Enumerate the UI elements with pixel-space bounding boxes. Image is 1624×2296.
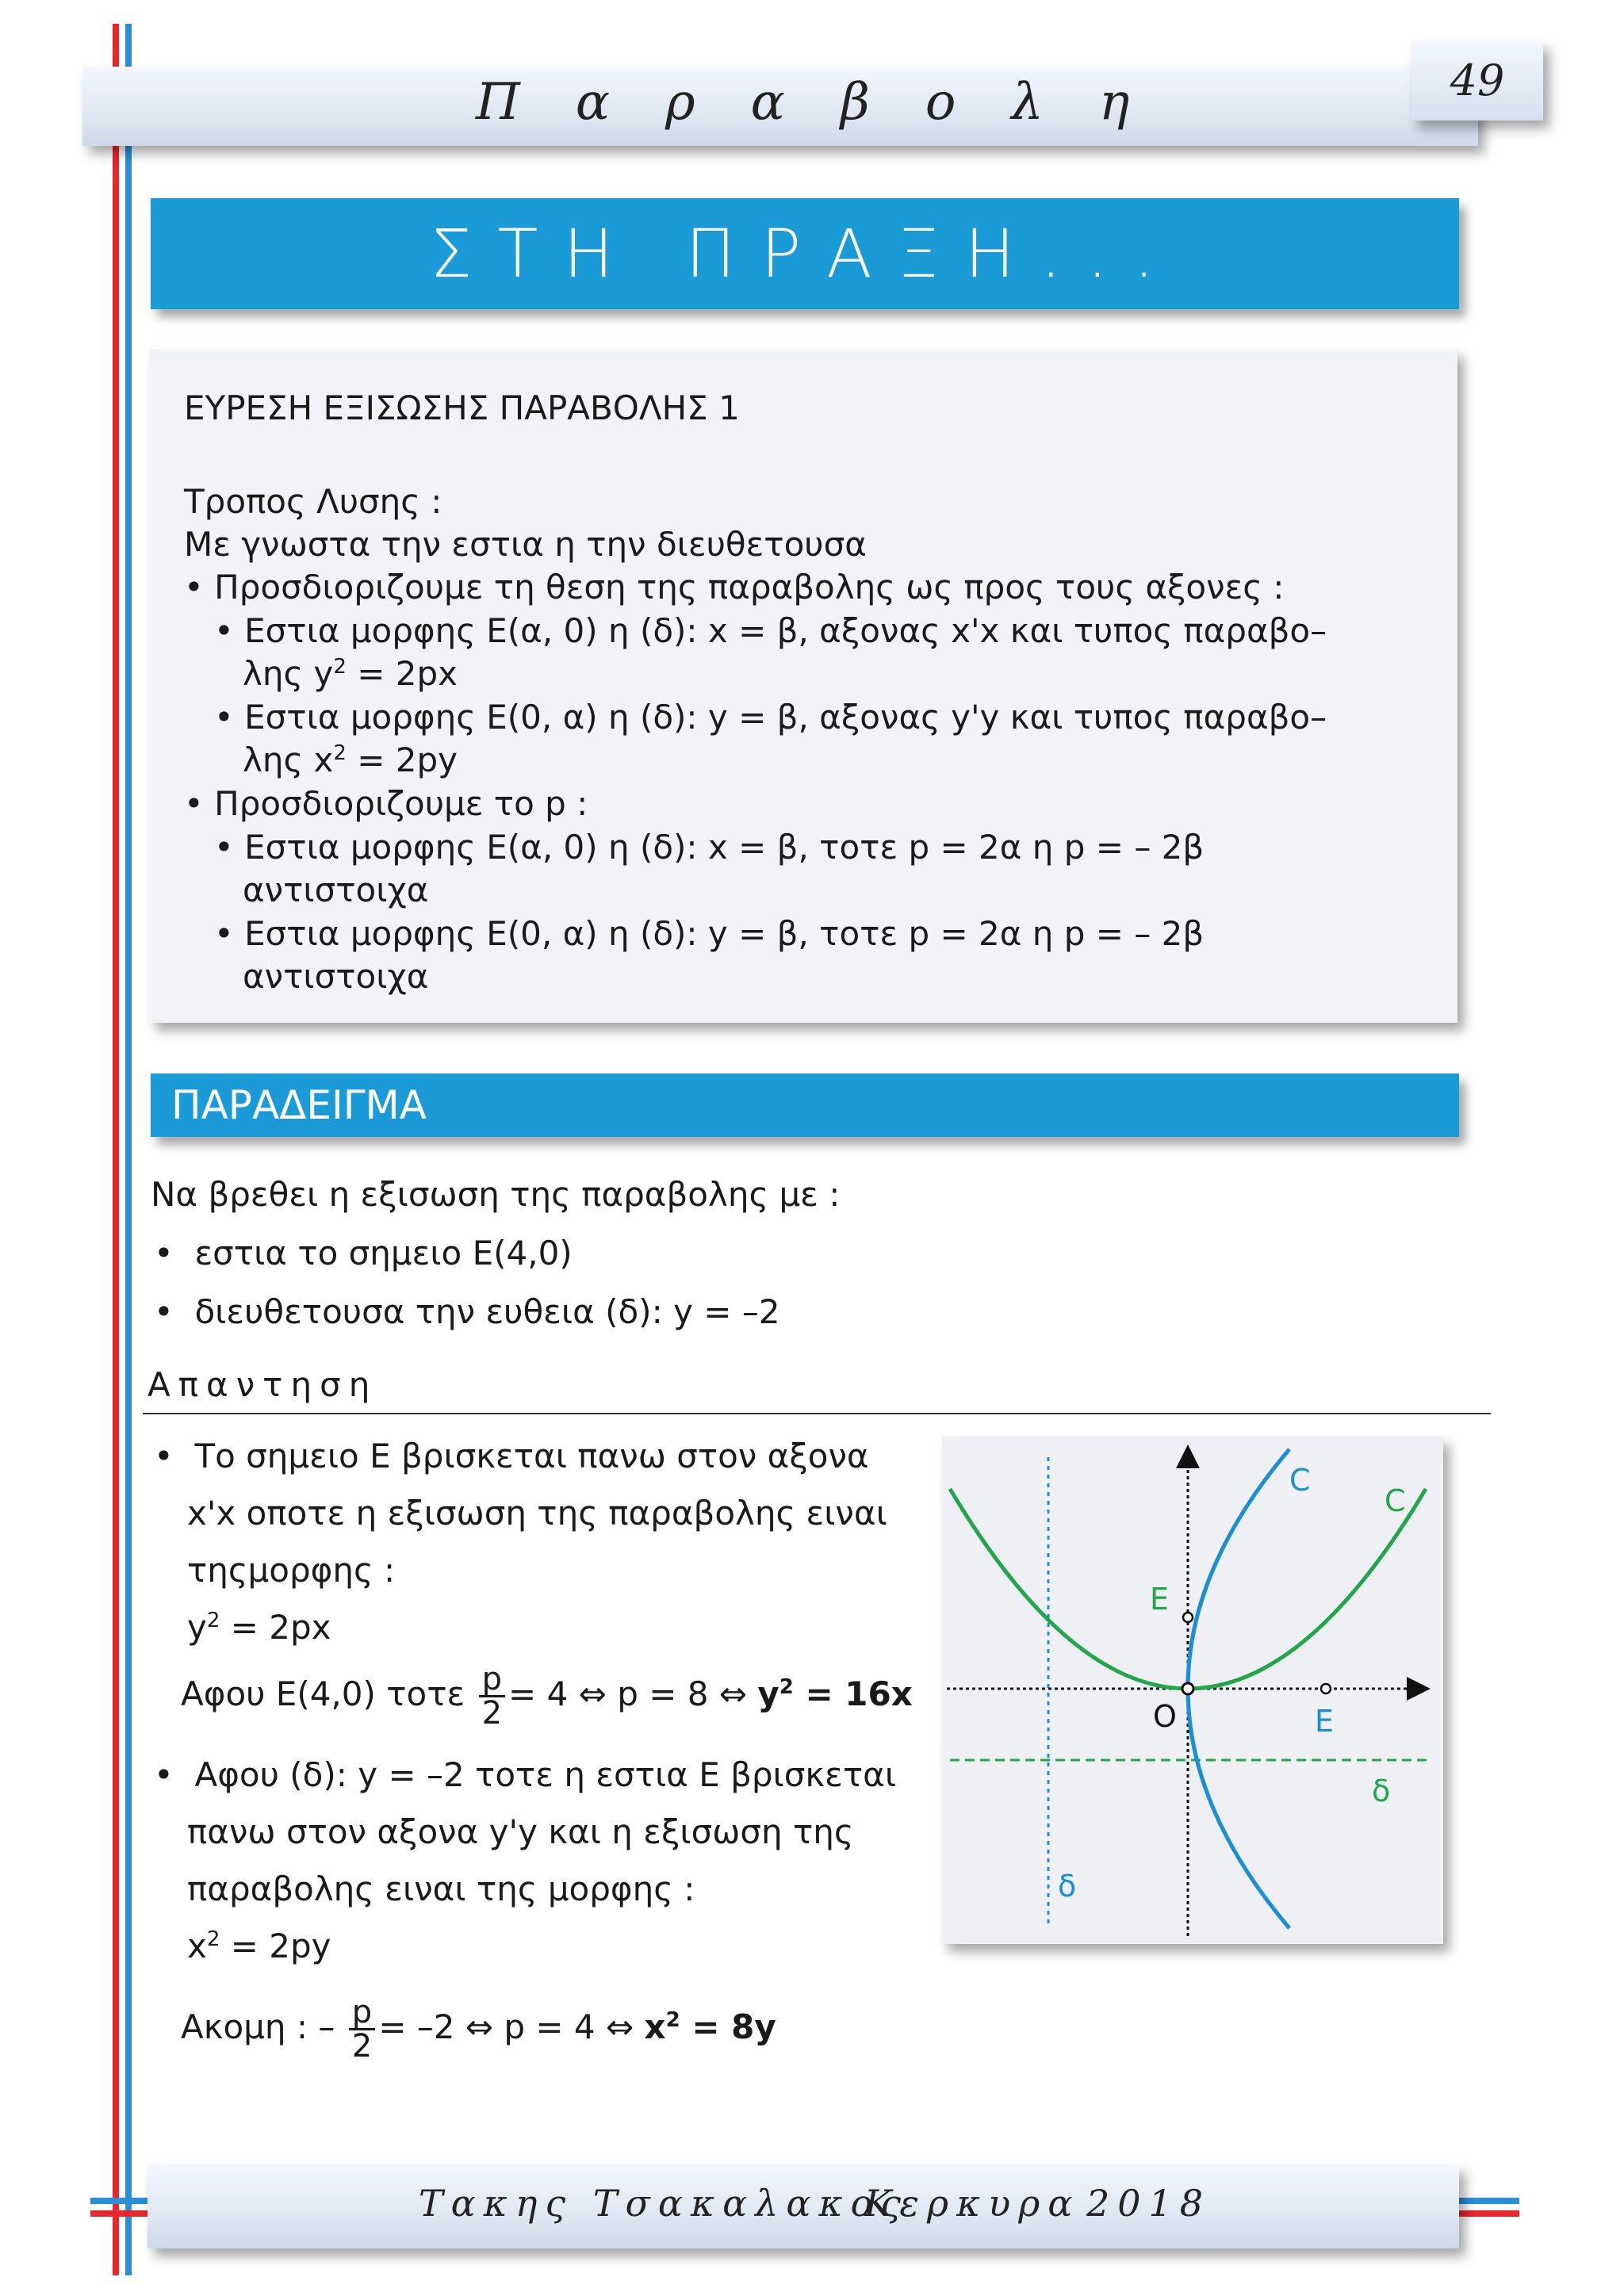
red-vertical-line — [113, 24, 119, 2275]
page-number: 49 — [1411, 41, 1543, 121]
label-delta-blue: δ — [1058, 1869, 1077, 1904]
footer-place: Κερκυρα — [864, 2182, 1081, 2225]
answer-p1-line1: • Το σημειο Ε βρισκεται πανω στον αξονα — [154, 1437, 869, 1475]
answer-p1-line3: τηςμορφης : — [187, 1551, 396, 1590]
blue-horizontal-line-left — [90, 2210, 154, 2217]
focus-vertical-point — [1183, 1613, 1193, 1622]
label-e-vertical: Ε — [1150, 1582, 1170, 1617]
label-origin: O — [1153, 1699, 1177, 1734]
answer-p2-result: $x^2 = 8y$ — [644, 2007, 776, 2046]
answer-heading: Απαντηση — [147, 1365, 378, 1404]
answer-p2-line2: πανω στον αξονα y'y και η εξισωση της — [187, 1812, 854, 1851]
method-bullet-1-sub-1-cont: λης $y^2 = 2px$ — [243, 654, 458, 693]
label-e-horizontal: Ε — [1315, 1704, 1335, 1739]
answer-p2-calc: Ακομη : – $\frac{p}{2}$ = –2 ⇔ p = 4 ⇔ $x^2 = 8y$ — [181, 1994, 776, 2064]
answer-divider — [143, 1413, 1491, 1414]
red-horizontal-line-left — [90, 2198, 154, 2204]
answer-p1-equation: $y^2 = 2px$ — [187, 1608, 331, 1647]
focus-horizontal-point — [1321, 1684, 1331, 1693]
method-subheading: Τροπος Λυσης : — [184, 482, 442, 521]
method-heading: ΕΥΡΕΣΗ ΕΞΙΣΩΣΗΣ ΠΑΡΑΒΟΛΗΣ 1 — [184, 388, 740, 427]
method-bullet-2: • Προσδιοριζουμε το p : — [184, 784, 588, 823]
label-delta-green: δ — [1372, 1774, 1391, 1808]
answer-p1-result: $y^2 = 16x$ — [757, 1674, 913, 1713]
method-bullet-1: • Προσδιοριζουμε τη θεση της παραβολης ως προς τους αξονες : — [184, 568, 1285, 607]
method-box — [149, 349, 1457, 1023]
section-banner: ΣΤΗ ΠΡΑΞΗ... — [151, 198, 1459, 309]
fraction-p-over-2: $\frac{p}{2}$ — [479, 1663, 505, 1729]
answer-p1-line2: x'x οποτε η εξισωση της παραβολης ειναι — [187, 1494, 887, 1533]
method-bullet-2-sub-2: • Εστια μορφης Ε(0, α) η (δ): y = β, τοτε p = 2α η p = – 2β — [214, 914, 1205, 953]
method-bullet-1-sub-2: • Εστια μορφης Ε(0, α) η (δ): y = β, αξονας y'y και τυπος παραβο– — [214, 698, 1327, 737]
example-item-1: • εστια το σημειο Ε(4,0) — [154, 1234, 573, 1272]
parabola-diagram — [942, 1437, 1443, 1944]
method-bullet-1-sub-2-cont: λης $x^2 = 2py$ — [243, 740, 458, 779]
answer-p2-equation: $x^2 = 2py$ — [187, 1927, 331, 1965]
label-c-blue: C — [1289, 1463, 1311, 1498]
footer-author: Τακης Τσακαλακος — [419, 2182, 910, 2225]
label-c-green: C — [1385, 1483, 1406, 1518]
blue-horizontal-line-right — [1456, 2210, 1519, 2217]
fraction-minus-p-over-2: $\frac{p}{2}$ — [349, 1996, 375, 2062]
red-horizontal-line-right — [1456, 2198, 1519, 2204]
method-intro: Με γνωστα την εστια η την διευθετουσα — [184, 525, 867, 564]
method-bullet-2-sub-2-cont: αντιστοιχα — [243, 957, 429, 996]
answer-p2-line1: • Αφου (δ): y = –2 τοτε η εστια Ε βρισκεται — [154, 1755, 897, 1794]
example-item-2: • διευθετουσα την ευθεια (δ): y = –2 — [154, 1292, 780, 1331]
method-bullet-1-sub-1: • Εστια μορφης Ε(α, 0) η (δ): x = β, αξονας x'x και τυπος παραβο– — [214, 611, 1327, 650]
answer-p1-calc: Αφου Ε(4,0) τοτε $\frac{p}{2}$ = 4 ⇔ p = 8 ⇔ $y^2 = 16x$ — [181, 1661, 913, 1732]
method-bullet-2-sub-1: • Εστια μορφης Ε(α, 0) η (δ): x = β, τοτε p = 2α η p = – 2β — [214, 828, 1205, 867]
parabola-figure — [942, 1437, 1443, 1944]
example-banner: ΠΑΡΑΔΕΙΓΜΑ — [151, 1073, 1459, 1137]
header-title: Παραβολη — [476, 73, 1185, 132]
example-statement: Να βρεθει η εξισωση της παραβολης με : — [151, 1175, 841, 1214]
blue-vertical-line — [125, 24, 132, 2275]
origin-point — [1182, 1683, 1193, 1694]
answer-p2-line3: παραβολης ειναι της μορφης : — [187, 1869, 695, 1908]
method-bullet-2-sub-1-cont: αντιστοιχα — [243, 871, 429, 909]
footer-year: 2018 — [1086, 2182, 1212, 2225]
